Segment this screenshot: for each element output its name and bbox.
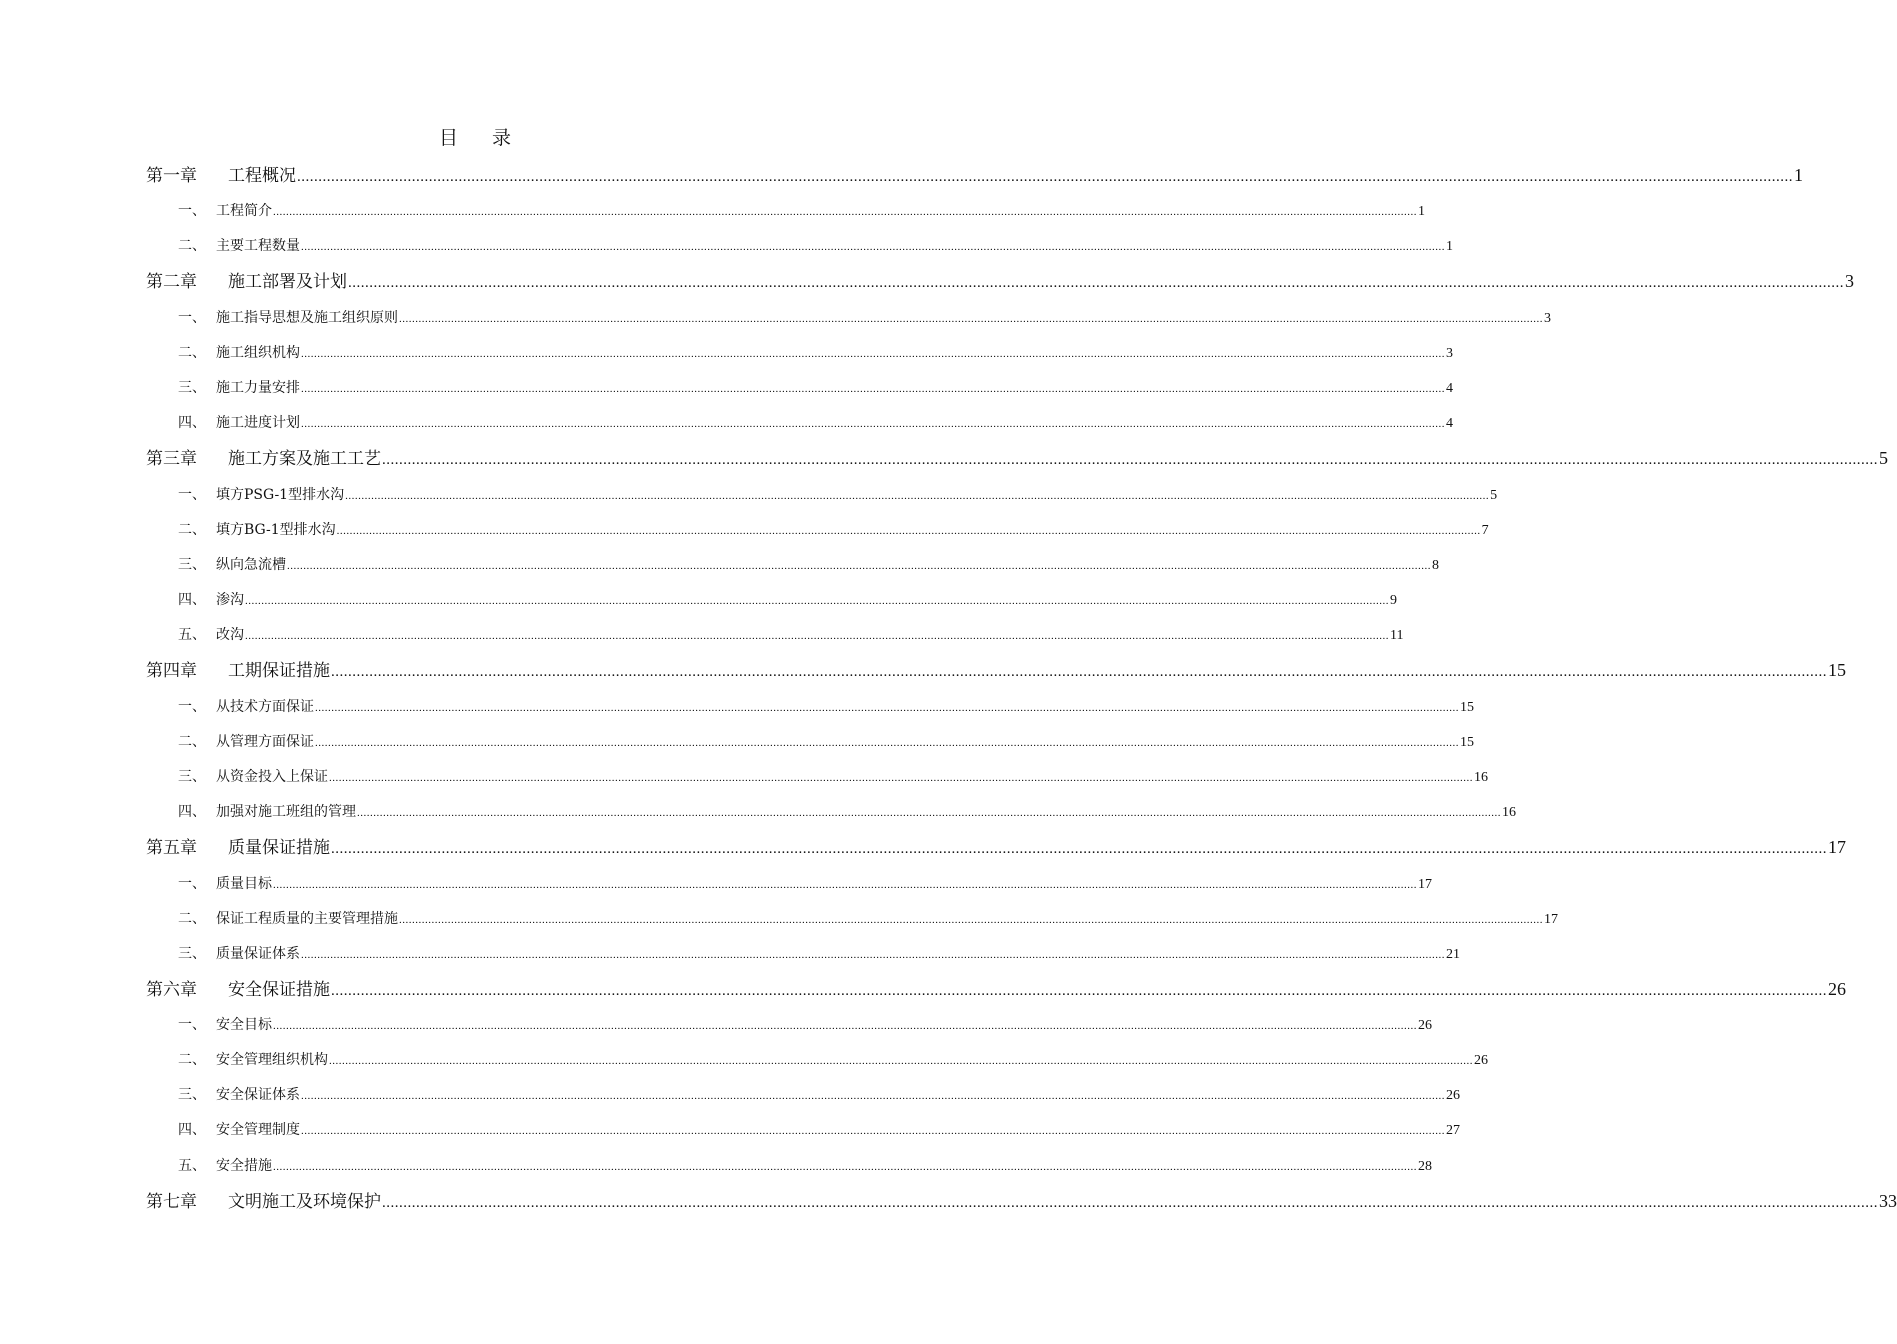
- toc-dot-leader: ................................................................................................................................................................................................................................................................................................................................................................: [287, 560, 1431, 572]
- toc-section-entry[interactable]: [178, 622, 1404, 648]
- toc-entry-title: 工程简介: [216, 203, 272, 219]
- toc-entry-number: 三、: [178, 557, 206, 573]
- toc-page-number: 26: [1828, 979, 1846, 999]
- toc-chapter-entry[interactable]: [146, 832, 1846, 862]
- toc-section-entry[interactable]: [178, 1012, 1432, 1038]
- toc-entry-number: 三、: [178, 1087, 206, 1103]
- toc-entry-number: 第六章: [146, 980, 197, 1000]
- toc-entry-number: 五、: [178, 1158, 206, 1174]
- toc-page-number: 26: [1418, 1018, 1432, 1033]
- toc-page-number: 17: [1828, 837, 1846, 857]
- toc-entry-number: 二、: [178, 345, 206, 361]
- toc-page-number: 16: [1502, 805, 1516, 820]
- toc-section-entry[interactable]: [178, 587, 1397, 613]
- toc-entry-number: 第四章: [146, 661, 197, 681]
- toc-entry-title: 渗沟: [216, 592, 244, 608]
- toc-dot-leader: ................................................................................................................................................................................................................................................................................................................................................................: [357, 807, 1501, 819]
- toc-section-entry[interactable]: [178, 1047, 1488, 1073]
- toc-page-number: 1: [1446, 239, 1453, 254]
- toc-entry-title: 施工方案及施工工艺: [228, 449, 381, 469]
- toc-chapter-entry[interactable]: [146, 266, 1854, 296]
- toc-entry-number: 一、: [178, 310, 206, 326]
- toc-dot-leader: ................................................................................................................................................................................................................................................................................................................................................................: [382, 1195, 1878, 1211]
- toc-page-number: 17: [1544, 912, 1558, 927]
- toc-page-number: 15: [1460, 700, 1474, 715]
- toc-section-entry[interactable]: [178, 799, 1516, 825]
- toc-dot-leader: ................................................................................................................................................................................................................................................................................................................................................................: [399, 914, 1543, 926]
- toc-entry-number: 第二章: [146, 272, 197, 292]
- toc-entry-number: 一、: [178, 876, 206, 892]
- toc-entry-number: 二、: [178, 238, 206, 254]
- toc-section-entry[interactable]: [178, 552, 1439, 578]
- title-char-left: 目: [438, 127, 458, 149]
- toc-entry-title: 填方PSG-1型排水沟: [216, 487, 345, 503]
- toc-page-number: 9: [1390, 593, 1397, 608]
- toc-entry-number: 二、: [178, 734, 206, 750]
- toc-section-entry[interactable]: [178, 482, 1498, 508]
- toc-entry-number: 一、: [178, 203, 206, 219]
- toc-entry-title: 主要工程数量: [216, 238, 300, 254]
- toc-entry-number: 一、: [178, 487, 206, 503]
- toc-dot-leader: ................................................................................................................................................................................................................................................................................................................................................................: [329, 1055, 1473, 1067]
- toc-entry-title: 工期保证措施: [228, 661, 330, 681]
- toc-entry-number: 四、: [178, 592, 206, 608]
- toc-dot-leader: ................................................................................................................................................................................................................................................................................................................................................................: [301, 383, 1445, 395]
- toc-entry-number: 二、: [178, 1052, 206, 1068]
- toc-entry-title: 施工组织机构: [216, 345, 300, 361]
- toc-entry-title: 施工力量安排: [216, 380, 300, 396]
- toc-entry-title: 从管理方面保证: [216, 734, 314, 750]
- toc-page-number: 16: [1474, 770, 1488, 785]
- toc-page-number: 26: [1474, 1053, 1488, 1068]
- toc-dot-leader: ................................................................................................................................................................................................................................................................................................................................................................: [273, 1020, 1417, 1032]
- toc-section-entry[interactable]: [178, 233, 1453, 259]
- toc-page-number: 5: [1879, 448, 1888, 468]
- toc-section-entry[interactable]: [178, 198, 1425, 224]
- toc-page-number: 17: [1418, 877, 1432, 892]
- toc-entry-title: 纵向急流槽: [216, 557, 286, 573]
- toc-page-number: 3: [1544, 311, 1551, 326]
- toc-page-number: 1: [1418, 204, 1425, 219]
- toc-dot-leader: ................................................................................................................................................................................................................................................................................................................................................................: [331, 841, 1827, 857]
- toc-entry-title: 工程概况: [228, 166, 296, 186]
- toc-page-number: 4: [1446, 416, 1453, 431]
- toc-dot-leader: ................................................................................................................................................................................................................................................................................................................................................................: [245, 630, 1389, 642]
- toc-chapter-entry[interactable]: [146, 655, 1846, 685]
- toc-entry-title: 安全管理制度: [216, 1122, 300, 1138]
- toc-chapter-entry[interactable]: [146, 443, 1888, 473]
- title-char-right: 录: [492, 127, 512, 149]
- toc-entry-title: 质量目标: [216, 876, 272, 892]
- toc-entry-number: 第一章: [146, 166, 197, 186]
- toc-page-number: 11: [1390, 628, 1404, 643]
- toc-dot-leader: ................................................................................................................................................................................................................................................................................................................................................................: [301, 949, 1445, 961]
- toc-dot-leader: ................................................................................................................................................................................................................................................................................................................................................................: [245, 595, 1389, 607]
- toc-dot-leader: ................................................................................................................................................................................................................................................................................................................................................................: [315, 702, 1459, 714]
- toc-entry-number: 五、: [178, 627, 206, 643]
- toc-section-entry[interactable]: [178, 1117, 1460, 1143]
- toc-section-entry[interactable]: [178, 340, 1453, 366]
- toc-entry-title: 从技术方面保证: [216, 699, 314, 715]
- toc-entry-number: 第三章: [146, 449, 197, 469]
- toc-entry-title: 文明施工及环境保护: [228, 1192, 381, 1212]
- toc-dot-leader: ................................................................................................................................................................................................................................................................................................................................................................: [329, 772, 1473, 784]
- toc-entry-title: 改沟: [216, 627, 244, 643]
- toc-dot-leader: ................................................................................................................................................................................................................................................................................................................................................................: [273, 879, 1417, 891]
- toc-entry-number: 三、: [178, 380, 206, 396]
- toc-page-number: 15: [1460, 735, 1474, 750]
- toc-entry-title: 施工进度计划: [216, 415, 300, 431]
- toc-entry-title: 施工指导思想及施工组织原则: [216, 310, 398, 326]
- toc-entry-title: 质量保证体系: [216, 946, 300, 962]
- toc-page-number: 3: [1446, 346, 1453, 361]
- toc-page-number: 28: [1418, 1159, 1432, 1174]
- toc-dot-leader: ................................................................................................................................................................................................................................................................................................................................................................: [301, 1090, 1445, 1102]
- toc-page-number: 21: [1446, 947, 1460, 962]
- toc-entry-title: 安全措施: [216, 1158, 272, 1174]
- toc-dot-leader: ................................................................................................................................................................................................................................................................................................................................................................: [301, 1125, 1445, 1137]
- page-title: [0, 124, 950, 152]
- toc-entry-title: 安全管理组织机构: [216, 1052, 328, 1068]
- toc-entry-number: 二、: [178, 522, 206, 538]
- toc-section-entry[interactable]: [178, 764, 1488, 790]
- toc-dot-leader: ................................................................................................................................................................................................................................................................................................................................................................: [345, 490, 1490, 502]
- toc-entry-number: 四、: [178, 1122, 206, 1138]
- toc-page-number: 5: [1490, 488, 1498, 503]
- toc-dot-leader: ................................................................................................................................................................................................................................................................................................................................................................: [301, 348, 1445, 360]
- toc-page-number: 27: [1446, 1123, 1460, 1138]
- toc-dot-leader: ................................................................................................................................................................................................................................................................................................................................................................: [315, 737, 1459, 749]
- toc-page-number: 8: [1432, 558, 1439, 573]
- toc-section-entry[interactable]: [178, 410, 1453, 436]
- toc-section-entry[interactable]: [178, 729, 1474, 755]
- toc-section-entry[interactable]: [178, 871, 1432, 897]
- toc-entry-number: 第七章: [146, 1192, 197, 1212]
- toc-page-number: 1: [1794, 165, 1803, 185]
- toc-dot-leader: ................................................................................................................................................................................................................................................................................................................................................................: [301, 418, 1445, 430]
- toc-dot-leader: ................................................................................................................................................................................................................................................................................................................................................................: [336, 525, 1481, 537]
- toc-dot-leader: ................................................................................................................................................................................................................................................................................................................................................................: [331, 664, 1827, 680]
- toc-entry-number: 三、: [178, 769, 206, 785]
- toc-page-number: 3: [1845, 271, 1854, 291]
- toc-entry-number: 四、: [178, 804, 206, 820]
- toc-entry-title: 加强对施工班组的管理: [216, 804, 356, 820]
- toc-entry-number: 第五章: [146, 838, 197, 858]
- toc-entry-title: 从资金投入上保证: [216, 769, 328, 785]
- toc-section-entry[interactable]: [178, 906, 1558, 932]
- toc-dot-leader: ................................................................................................................................................................................................................................................................................................................................................................: [331, 983, 1827, 999]
- toc-dot-leader: ................................................................................................................................................................................................................................................................................................................................................................: [382, 452, 1878, 468]
- toc-page-number: 33: [1879, 1191, 1897, 1211]
- toc-entry-number: 四、: [178, 415, 206, 431]
- toc-entry-title: 安全目标: [216, 1017, 272, 1033]
- toc-entry-number: 三、: [178, 946, 206, 962]
- toc-section-entry[interactable]: [178, 1082, 1460, 1108]
- toc-page-number: 26: [1446, 1088, 1460, 1103]
- toc-section-entry[interactable]: [178, 375, 1453, 401]
- toc-entry-title: 施工部署及计划: [228, 272, 347, 292]
- toc-page-number: 15: [1828, 660, 1846, 680]
- toc-dot-leader: ................................................................................................................................................................................................................................................................................................................................................................: [273, 206, 1417, 218]
- toc-section-entry[interactable]: [178, 941, 1460, 967]
- toc-entry-title: 填方BG-1型排水沟: [216, 522, 336, 538]
- toc-section-entry[interactable]: [178, 694, 1474, 720]
- toc-entry-title: 安全保证体系: [216, 1087, 300, 1103]
- toc-entry-title: 保证工程质量的主要管理措施: [216, 911, 398, 927]
- toc-dot-leader: ................................................................................................................................................................................................................................................................................................................................................................: [301, 241, 1445, 253]
- toc-section-entry[interactable]: [178, 1153, 1432, 1179]
- toc-chapter-entry[interactable]: [146, 160, 1803, 190]
- toc-section-entry[interactable]: [178, 305, 1551, 331]
- toc-entry-title: 安全保证措施: [228, 980, 330, 1000]
- toc-chapter-entry[interactable]: [146, 974, 1846, 1004]
- toc-page-number: 7: [1481, 523, 1489, 538]
- toc-entry-number: 一、: [178, 1017, 206, 1033]
- toc-dot-leader: ................................................................................................................................................................................................................................................................................................................................................................: [348, 275, 1844, 291]
- toc-dot-leader: ................................................................................................................................................................................................................................................................................................................................................................: [297, 169, 1793, 185]
- toc-section-entry[interactable]: [178, 517, 1489, 543]
- toc-entry-number: 一、: [178, 699, 206, 715]
- toc-chapter-entry[interactable]: [146, 1186, 1897, 1216]
- toc-page-number: 4: [1446, 381, 1453, 396]
- toc-dot-leader: ................................................................................................................................................................................................................................................................................................................................................................: [273, 1161, 1417, 1173]
- toc-dot-leader: ................................................................................................................................................................................................................................................................................................................................................................: [399, 313, 1543, 325]
- toc-entry-title: 质量保证措施: [228, 838, 330, 858]
- toc-entry-number: 二、: [178, 911, 206, 927]
